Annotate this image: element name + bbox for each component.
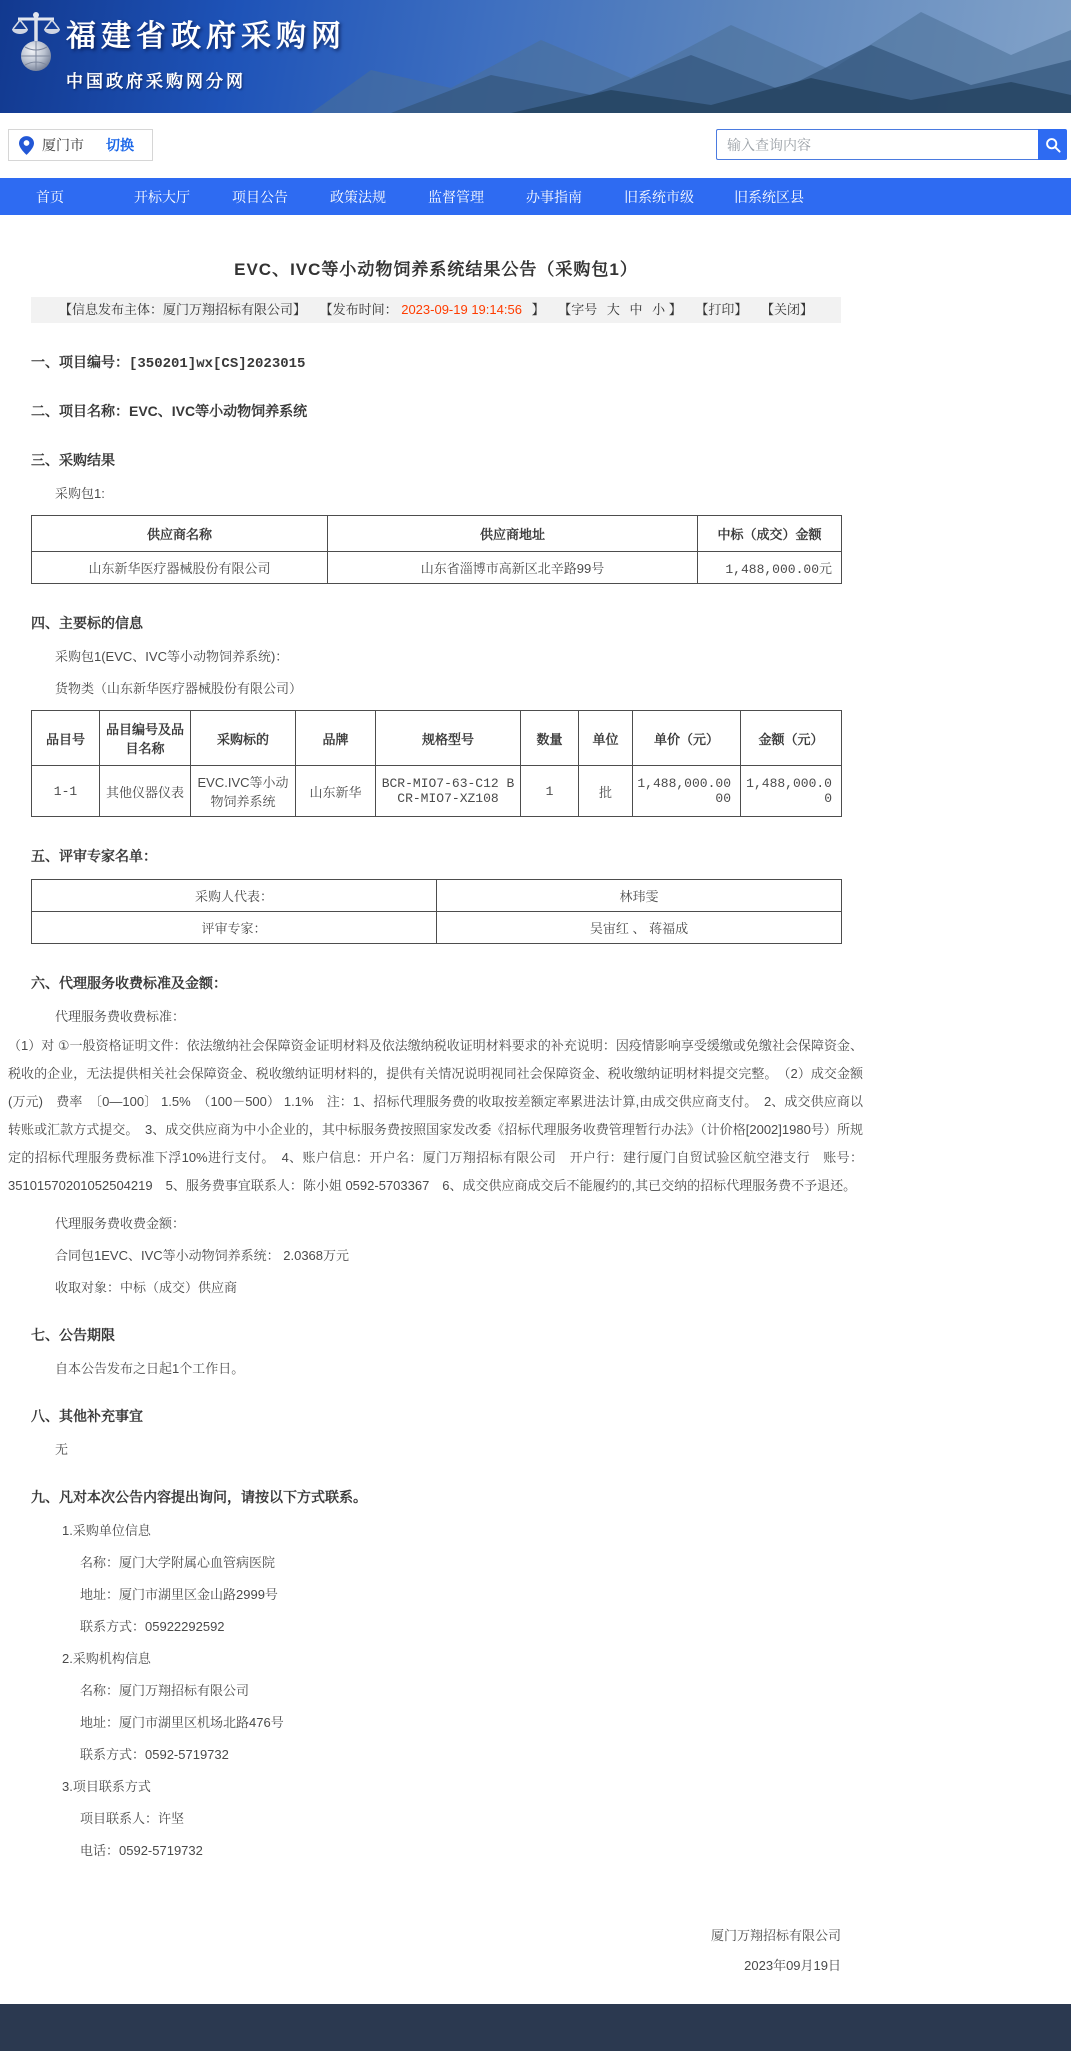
contact-line: 联系方式：0592-5719732 xyxy=(80,1747,229,1762)
announcement-content xyxy=(0,255,1071,1974)
section6-heading: 六、代理服务收费标准及金额： xyxy=(31,975,227,991)
col-procurement-target: 采购标的 xyxy=(191,711,296,766)
contact-line: 地址：厦门市湖里区机场北路476号 xyxy=(80,1715,284,1730)
announcement-info-bar xyxy=(31,297,841,323)
site-banner xyxy=(0,0,1071,113)
section1-heading: 一、项目编号：[350201]wx[CS]2023015 xyxy=(31,354,306,372)
agency-fee-standard-label: 代理服务费收费标准： xyxy=(55,1009,186,1024)
fontsize-suffix: 】 xyxy=(668,302,682,317)
table-row xyxy=(32,552,842,584)
main-nav xyxy=(0,178,1071,215)
fontsize-small-button[interactable]: 小 xyxy=(652,302,666,317)
award-amount-cell: 1,488,000.00元 xyxy=(698,552,842,584)
col-unit-price: 单价（元） xyxy=(633,711,741,766)
signature-organization: 厦门万翔招标有限公司 xyxy=(710,1928,841,1943)
publish-time-suffix: 】 xyxy=(531,302,545,317)
fontsize-large-button[interactable]: 大 xyxy=(606,302,620,317)
nav-item-supervision[interactable]: 监督管理 xyxy=(428,188,484,205)
contact-line: 电话：0592-5719732 xyxy=(80,1843,203,1858)
location-search-strip xyxy=(0,113,1071,178)
goods-category-label: 货物类（山东新华医疗器械股份有限公司） xyxy=(55,681,303,696)
col-item-code-name: 品目编号及品目名称 xyxy=(100,711,191,766)
nav-item-bid-opening-hall[interactable]: 开标大厅 xyxy=(134,188,190,205)
fontsize-medium-button[interactable]: 中 xyxy=(629,302,643,317)
review-experts-value: 吴宙红 、 蒋福成 xyxy=(437,912,842,944)
print-button[interactable]: 【打印】 xyxy=(695,302,748,317)
announcement-period-line: 自本公告发布之日起1个工作日。 xyxy=(55,1361,245,1376)
agency-fee-amount-label: 代理服务费收费金额： xyxy=(55,1216,186,1231)
nav-item-old-system-city[interactable]: 旧系统市级 xyxy=(624,188,694,205)
col-item-no: 品目号 xyxy=(32,711,100,766)
table-row xyxy=(32,766,842,817)
section9-heading: 九、凡对本次公告内容提出询问，请按以下方式联系。 xyxy=(31,1489,367,1505)
location-pin-icon xyxy=(19,136,34,155)
fontsize-label: 【字号 xyxy=(558,302,598,317)
site-title: 福建省政府采购网 xyxy=(66,20,346,53)
table-row xyxy=(32,880,842,912)
item-code-name-cell: 其他仪器仪表 xyxy=(100,766,191,817)
section2-heading: 二、项目名称：EVC、IVC等小动物饲养系统 xyxy=(31,403,308,419)
announcement-title: EVC、IVC等小动物饲养系统结果公告（采购包1） xyxy=(234,260,638,279)
purchaser-representative-label: 采购人代表： xyxy=(32,880,437,912)
close-button[interactable]: 【关闭】 xyxy=(761,302,814,317)
page-footer-bar xyxy=(0,2004,1071,2051)
publish-time-value: 2023-09-19 19:14:56 xyxy=(401,302,522,317)
agency-fee-amount-line: 合同包1EVC、IVC等小动物饲养系统： 2.0368万元 xyxy=(55,1248,350,1263)
quantity-cell: 1 xyxy=(521,766,579,817)
col-unit: 单位 xyxy=(579,711,633,766)
signature-date: 2023年09月19日 xyxy=(744,1958,841,1973)
contact-line: 名称：厦门大学附属心血管病医院 xyxy=(80,1555,276,1570)
contact-line: 名称：厦门万翔招标有限公司 xyxy=(80,1683,250,1698)
contact-line: 联系方式：05922292592 xyxy=(80,1619,225,1634)
amount-cell: 1,488,000.00 xyxy=(741,766,842,817)
nav-item-old-system-district[interactable]: 旧系统区县 xyxy=(734,188,804,205)
search-button[interactable] xyxy=(1038,129,1067,160)
unit-cell: 批 xyxy=(579,766,633,817)
contact-group-title: 1.采购单位信息 xyxy=(62,1523,151,1538)
supplier-name-cell: 山东新华医疗器械股份有限公司 xyxy=(32,552,328,584)
col-brand: 品牌 xyxy=(296,711,376,766)
publisher-label: 【信息发布主体：厦门万翔招标有限公司】 xyxy=(58,302,306,317)
nav-item-service-guide[interactable]: 办事指南 xyxy=(526,188,582,205)
col-amount: 金额（元） xyxy=(741,711,842,766)
site-identity xyxy=(66,11,346,92)
fee-payer-line: 收取对象：中标（成交）供应商 xyxy=(55,1280,238,1295)
site-subtitle: 中国政府采购网分网 xyxy=(66,72,246,91)
nav-item-project-announcements[interactable]: 项目公告 xyxy=(232,188,288,205)
item-no-cell: 1-1 xyxy=(32,766,100,817)
col-spec-model: 规格型号 xyxy=(376,711,521,766)
col-award-amount: 中标（成交）金额 xyxy=(698,516,842,552)
supplier-result-table xyxy=(31,515,842,584)
contact-group-title: 2.采购机构信息 xyxy=(62,1651,151,1666)
package-detail-label: 采购包1(EVC、IVC等小动物饲养系统)： xyxy=(55,649,289,664)
switch-city-link[interactable]: 切换 xyxy=(106,137,134,153)
table-header-row xyxy=(32,516,842,552)
experts-table xyxy=(31,879,842,944)
contact-line: 项目联系人：许坚 xyxy=(80,1811,185,1826)
nav-item-home[interactable]: 首页 xyxy=(36,188,64,205)
col-quantity: 数量 xyxy=(521,711,579,766)
scales-logo-icon xyxy=(10,7,62,75)
nav-item-policies-regulations[interactable]: 政策法规 xyxy=(330,188,386,205)
mountain-scenery-image xyxy=(311,0,1071,113)
spec-model-cell: BCR-MIO7-63-C12 BCR-MIO7-XZ108 xyxy=(376,766,521,817)
publish-time-prefix: 【发布时间： xyxy=(319,302,398,317)
section3-heading: 三、采购结果 xyxy=(31,452,115,468)
signature-block xyxy=(31,1925,841,1974)
purchaser-representative-value: 林玮雯 xyxy=(437,880,842,912)
search-icon xyxy=(1045,137,1061,153)
section5-heading: 五、评审专家名单： xyxy=(31,848,157,864)
review-experts-label: 评审专家： xyxy=(32,912,437,944)
supplier-address-cell: 山东省淄博市高新区北辛路99号 xyxy=(328,552,698,584)
agency-fee-standard-text: （1）对 ①一般资格证明文件：依法缴纳社会保障资金证明材料及依法缴纳税收证明材料要求的补充说明：因疫情影响享受缓缴或免缴社会保障资金、税收的企业，无法提供相关社会保障资金、税收缴纳证明材料的，提供有关情况说明视同社会保障资金、税收缴纳证明材料提交完整。 （2）成交金额(万元) 费率 〔0—100〕 1.5% （100－500） 1.1% 注：1、招标代理服务费的收取按差额定率累进法计算,由成交供应商支付。 2、成交供应商以转账或汇款方式提交。 3、成交供应商为中小企业的，其中标服务费按照国家发改委《招标代理服务收费管理暂行办法》（计价格[2002]1980号）所规定的招标代理服务费标准下浮10%进行支付。 4、账户信息：开户名：厦门万翔招标有限公司 开户行：建行厦门自贸试验区航空港支行 账号：35101570201052504219 5、服务费事宜联系人：陈小姐 0592-5703367 6、成交供应商成交后不能履约的,其已交纳的招标代理服务费不予退还。 xyxy=(8,1038,863,1193)
section7-heading: 七、公告期限 xyxy=(31,1327,115,1343)
location-selector xyxy=(8,129,153,161)
col-supplier-name: 供应商名称 xyxy=(32,516,328,552)
section8-heading: 八、其他补充事宜 xyxy=(31,1408,143,1424)
unit-price-cell: 1,488,000.0000 xyxy=(633,766,741,817)
section4-heading: 四、主要标的信息 xyxy=(31,615,143,631)
procurement-target-cell: EVC.IVC等小动物饲养系统 xyxy=(191,766,296,817)
contact-group-title: 3.项目联系方式 xyxy=(62,1779,151,1794)
contact-line: 地址：厦门市湖里区金山路2999号 xyxy=(80,1587,278,1602)
brand-cell: 山东新华 xyxy=(296,766,376,817)
table-row xyxy=(32,912,842,944)
site-search xyxy=(716,129,1067,160)
table-header-row xyxy=(32,711,842,766)
main-items-table xyxy=(31,710,842,817)
search-input[interactable] xyxy=(716,129,1038,160)
project-name-value: EVC、IVC等小动物饲养系统 xyxy=(129,403,308,419)
current-city-label: 厦门市 xyxy=(42,137,84,153)
col-supplier-address: 供应商地址 xyxy=(328,516,698,552)
package-label: 采购包1: xyxy=(55,486,105,501)
other-notes-line: 无 xyxy=(55,1442,69,1457)
project-number-value: [350201]wx[CS]2023015 xyxy=(129,356,306,372)
